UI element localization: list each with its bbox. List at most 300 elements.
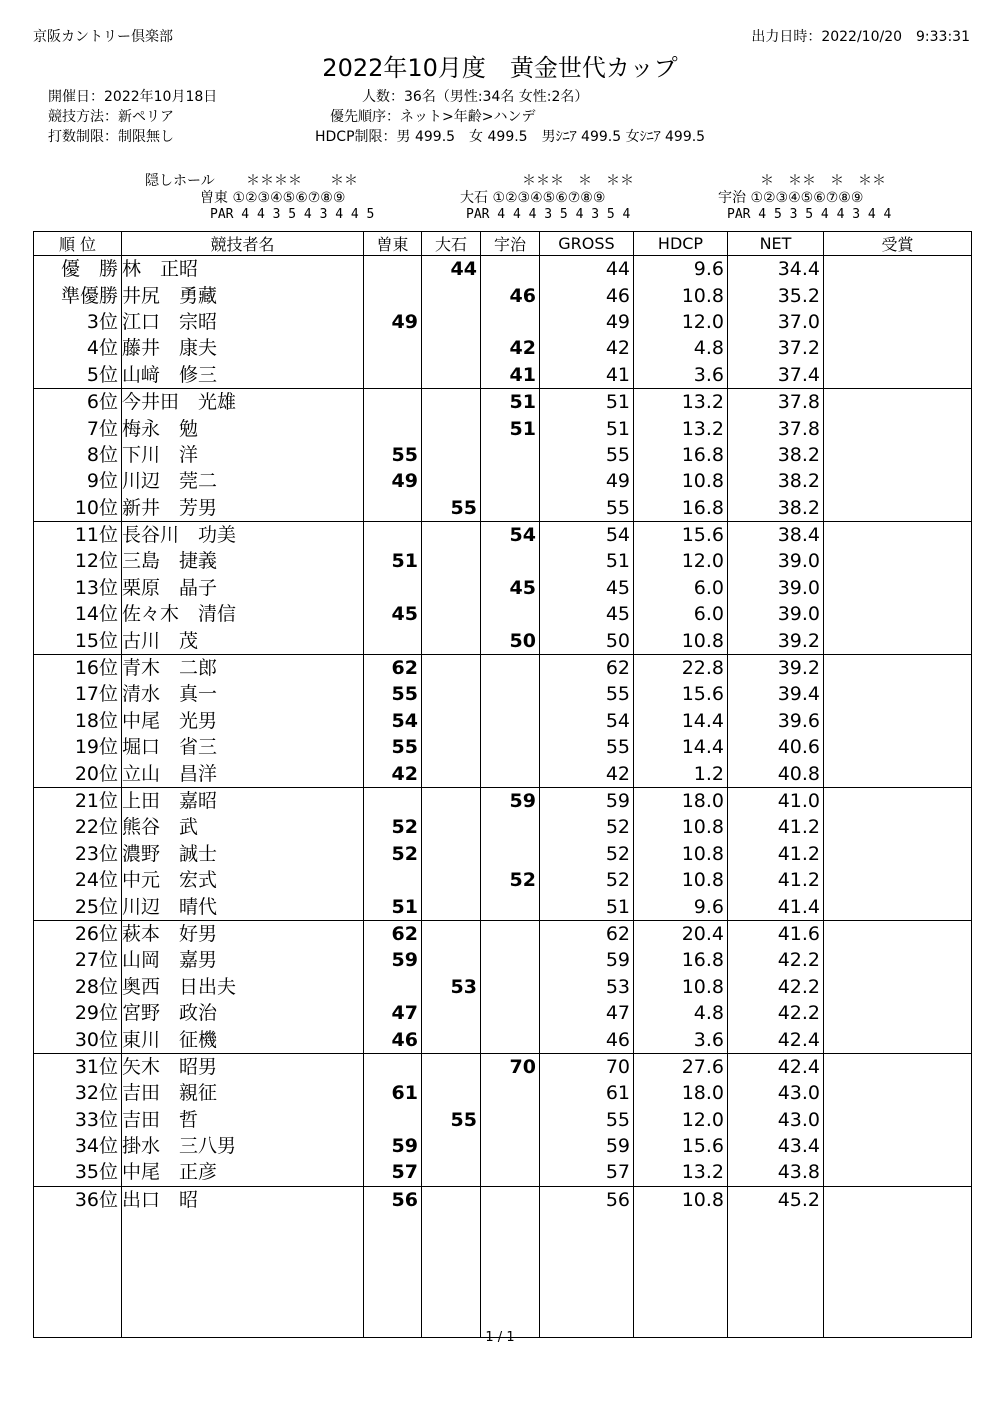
table-row — [34, 1026, 972, 1053]
course2-score — [422, 362, 481, 389]
empty-cell — [540, 1213, 634, 1338]
hidden-holes-label: 隠しホール — [145, 173, 215, 189]
rank-cell: 20位 — [34, 760, 122, 787]
net-score: 41.2 — [728, 867, 824, 893]
table-row — [34, 575, 972, 601]
award-cell — [824, 309, 972, 335]
award-cell — [824, 867, 972, 893]
course2-score — [422, 1159, 481, 1186]
net-score: 43.0 — [728, 1107, 824, 1133]
net-score: 42.4 — [728, 1053, 824, 1080]
course3-par: PAR 4 5 3 5 4 4 3 4 4 — [727, 207, 892, 222]
course1-par: PAR 4 4 3 5 4 3 4 4 5 — [210, 207, 375, 222]
award-cell — [824, 760, 972, 787]
rank-cell: 24位 — [34, 867, 122, 893]
rank-cell: 準優勝 — [34, 282, 122, 308]
hdcp-value: 18.0 — [634, 787, 728, 814]
gross-score: 55 — [540, 495, 634, 522]
table-row — [34, 947, 972, 973]
award-cell — [824, 787, 972, 814]
course1-score: 62 — [364, 920, 422, 947]
net-score: 39.0 — [728, 601, 824, 627]
course1-score — [364, 335, 422, 361]
net-score: 38.2 — [728, 495, 824, 522]
award-cell — [824, 1080, 972, 1106]
net-score: 42.4 — [728, 1026, 824, 1053]
net-score: 37.2 — [728, 335, 824, 361]
table-row — [34, 814, 972, 840]
net-score: 41.4 — [728, 893, 824, 920]
rank-cell: 25位 — [34, 893, 122, 920]
course3-score — [481, 442, 540, 468]
course1-score — [364, 1107, 422, 1133]
course2-score — [422, 415, 481, 441]
award-cell — [824, 734, 972, 760]
course2-score — [422, 442, 481, 468]
player-name: 古川 茂 — [122, 627, 364, 654]
player-name: 新井 芳男 — [122, 495, 364, 522]
gross-score: 42 — [540, 335, 634, 361]
course1-score: 62 — [364, 654, 422, 681]
player-name: 掛水 三八男 — [122, 1133, 364, 1159]
gross-score: 52 — [540, 867, 634, 893]
course3-score: 45 — [481, 575, 540, 601]
gross-score: 70 — [540, 1053, 634, 1080]
award-cell — [824, 335, 972, 361]
course2-score: 53 — [422, 974, 481, 1000]
course3-score: 46 — [481, 282, 540, 308]
gross-score: 46 — [540, 1026, 634, 1053]
award-cell — [824, 1186, 972, 1213]
table-row — [34, 654, 972, 681]
award-cell — [824, 256, 972, 283]
player-name: 青木 二郎 — [122, 654, 364, 681]
course3-score — [481, 814, 540, 840]
table-row — [34, 893, 972, 920]
net-score: 39.0 — [728, 575, 824, 601]
course2-hidden-marks: ＊＊＊ ＊ ＊＊ — [522, 173, 634, 189]
table-row — [34, 1000, 972, 1026]
course1-holes: 曽東 ①②③④⑤⑥⑦⑧⑨ — [200, 190, 346, 206]
rank-cell: 9位 — [34, 468, 122, 494]
gross-score: 51 — [540, 415, 634, 441]
gross-score: 59 — [540, 787, 634, 814]
course1-score: 59 — [364, 947, 422, 973]
gross-score: 55 — [540, 442, 634, 468]
course2-score — [422, 760, 481, 787]
gross-score: 42 — [540, 760, 634, 787]
player-name: 上田 嘉昭 — [122, 787, 364, 814]
table-row — [34, 521, 972, 548]
hdcp-value: 12.0 — [634, 1107, 728, 1133]
empty-cell — [122, 1213, 364, 1338]
award-cell — [824, 575, 972, 601]
course1-score: 49 — [364, 468, 422, 494]
course2-score — [422, 787, 481, 814]
award-cell — [824, 1053, 972, 1080]
hdcp-value: 15.6 — [634, 521, 728, 548]
award-cell — [824, 1026, 972, 1053]
course2-score — [422, 548, 481, 574]
course2-score — [422, 1053, 481, 1080]
hdcp-value: 10.8 — [634, 841, 728, 867]
course1-score: 57 — [364, 1159, 422, 1186]
net-score: 38.2 — [728, 468, 824, 494]
course3-score — [481, 495, 540, 522]
net-score: 37.0 — [728, 309, 824, 335]
course3-score — [481, 1000, 540, 1026]
course2-score — [422, 1186, 481, 1213]
net-score: 39.4 — [728, 681, 824, 707]
hdcp-value: 16.8 — [634, 947, 728, 973]
table-row — [34, 760, 972, 787]
table-row — [34, 468, 972, 494]
award-cell — [824, 601, 972, 627]
hdcp-value: 18.0 — [634, 1080, 728, 1106]
net-score: 35.2 — [728, 282, 824, 308]
rank-cell: 7位 — [34, 415, 122, 441]
table-row — [34, 1133, 972, 1159]
rank-cell: 11位 — [34, 521, 122, 548]
net-score: 43.0 — [728, 1080, 824, 1106]
award-cell — [824, 282, 972, 308]
hdcp-value: 12.0 — [634, 309, 728, 335]
course3-score — [481, 1107, 540, 1133]
rank-cell: 27位 — [34, 947, 122, 973]
net-score: 40.8 — [728, 760, 824, 787]
gross-score: 46 — [540, 282, 634, 308]
gross-score: 57 — [540, 1159, 634, 1186]
rank-cell: 35位 — [34, 1159, 122, 1186]
rank-cell: 14位 — [34, 601, 122, 627]
course1-score: 51 — [364, 548, 422, 574]
hdcp-value: 4.8 — [634, 1000, 728, 1026]
course2-score — [422, 893, 481, 920]
net-score: 34.4 — [728, 256, 824, 283]
course3-score: 41 — [481, 362, 540, 389]
course1-score — [364, 1053, 422, 1080]
course3-score — [481, 708, 540, 734]
course3-score — [481, 841, 540, 867]
player-name: 山岡 嘉男 — [122, 947, 364, 973]
player-name: 林 正昭 — [122, 256, 364, 283]
award-cell — [824, 1107, 972, 1133]
net-score: 43.4 — [728, 1133, 824, 1159]
col-player: 競技者名 — [122, 232, 364, 256]
hdcp-value: 10.8 — [634, 867, 728, 893]
gross-score: 53 — [540, 974, 634, 1000]
course1-score — [364, 974, 422, 1000]
course2-score — [422, 947, 481, 973]
player-name: 矢木 昭男 — [122, 1053, 364, 1080]
rank-cell: 31位 — [34, 1053, 122, 1080]
rank-cell: 36位 — [34, 1186, 122, 1213]
award-cell — [824, 1159, 972, 1186]
net-score: 38.2 — [728, 442, 824, 468]
rank-cell: 32位 — [34, 1080, 122, 1106]
gross-score: 47 — [540, 1000, 634, 1026]
gross-score: 41 — [540, 362, 634, 389]
course3-score — [481, 1026, 540, 1053]
gross-score: 51 — [540, 548, 634, 574]
hdcp-value: 22.8 — [634, 654, 728, 681]
event-date: 開催日：2022年10月18日 — [48, 89, 218, 105]
hdcp-value: 4.8 — [634, 335, 728, 361]
course1-score: 55 — [364, 681, 422, 707]
award-cell — [824, 814, 972, 840]
gross-score: 51 — [540, 388, 634, 415]
col-net: NET — [728, 232, 824, 256]
course3-score — [481, 548, 540, 574]
participant-count: 人数：36名（男性:34名 女性:2名） — [362, 89, 589, 105]
course1-score: 42 — [364, 760, 422, 787]
course3-score — [481, 256, 540, 283]
course3-score: 59 — [481, 787, 540, 814]
gross-score: 61 — [540, 1080, 634, 1106]
course3-score — [481, 601, 540, 627]
award-cell — [824, 362, 972, 389]
rank-cell: 10位 — [34, 495, 122, 522]
gross-score: 50 — [540, 627, 634, 654]
player-name: 佐々木 清信 — [122, 601, 364, 627]
player-name: 熊谷 武 — [122, 814, 364, 840]
course3-score: 52 — [481, 867, 540, 893]
empty-row — [34, 1213, 972, 1338]
course1-score: 47 — [364, 1000, 422, 1026]
rank-cell: 優 勝 — [34, 256, 122, 283]
award-cell — [824, 495, 972, 522]
course3-score: 51 — [481, 415, 540, 441]
course1-score — [364, 282, 422, 308]
table-row — [34, 681, 972, 707]
gross-score: 62 — [540, 654, 634, 681]
hdcp-value: 20.4 — [634, 920, 728, 947]
competition-method: 競技方法：新ペリア — [48, 109, 174, 125]
net-score: 39.2 — [728, 654, 824, 681]
player-name: 中尾 光男 — [122, 708, 364, 734]
results-table — [33, 231, 972, 1338]
rank-cell: 26位 — [34, 920, 122, 947]
page-title: 2022年10月度 黄金世代カップ — [322, 54, 678, 82]
table-row — [34, 442, 972, 468]
rank-cell: 22位 — [34, 814, 122, 840]
rank-cell: 19位 — [34, 734, 122, 760]
course1-score — [364, 415, 422, 441]
course3-score — [481, 1159, 540, 1186]
award-cell — [824, 468, 972, 494]
course1-score: 54 — [364, 708, 422, 734]
course1-score: 51 — [364, 893, 422, 920]
net-score: 42.2 — [728, 1000, 824, 1026]
hdcp-value: 3.6 — [634, 1026, 728, 1053]
course2-score — [422, 681, 481, 707]
course2-score — [422, 521, 481, 548]
course1-score: 52 — [364, 814, 422, 840]
hdcp-value: 10.8 — [634, 627, 728, 654]
page-number: 1 / 1 — [485, 1330, 515, 1345]
player-name: 宮野 政治 — [122, 1000, 364, 1026]
hdcp-value: 10.8 — [634, 814, 728, 840]
gross-score: 55 — [540, 1107, 634, 1133]
course1-score: 55 — [364, 442, 422, 468]
empty-cell — [34, 1213, 122, 1338]
hdcp-value: 12.0 — [634, 548, 728, 574]
rank-cell: 15位 — [34, 627, 122, 654]
player-name: 濃野 誠士 — [122, 841, 364, 867]
course1-score: 52 — [364, 841, 422, 867]
table-row — [34, 309, 972, 335]
player-name: 井尻 勇藏 — [122, 282, 364, 308]
net-score: 41.6 — [728, 920, 824, 947]
player-name: 今井田 光雄 — [122, 388, 364, 415]
award-cell — [824, 893, 972, 920]
course2-score — [422, 309, 481, 335]
course2-score — [422, 1026, 481, 1053]
hdcp-value: 14.4 — [634, 708, 728, 734]
table-row — [34, 1159, 972, 1186]
course3-score — [481, 893, 540, 920]
table-row — [34, 362, 972, 389]
net-score: 43.8 — [728, 1159, 824, 1186]
hdcp-value: 1.2 — [634, 760, 728, 787]
table-row — [34, 1080, 972, 1106]
gross-score: 54 — [540, 708, 634, 734]
col-award: 受賞 — [824, 232, 972, 256]
player-name: 梅永 勉 — [122, 415, 364, 441]
hdcp-value: 9.6 — [634, 893, 728, 920]
empty-cell — [728, 1213, 824, 1338]
course2-score — [422, 282, 481, 308]
course3-score: 42 — [481, 335, 540, 361]
club-name: 京阪カントリー倶楽部 — [33, 29, 173, 45]
gross-score: 52 — [540, 814, 634, 840]
gross-score: 55 — [540, 734, 634, 760]
course2-score: 55 — [422, 495, 481, 522]
gross-score: 54 — [540, 521, 634, 548]
table-row — [34, 841, 972, 867]
hdcp-value: 10.8 — [634, 1186, 728, 1213]
course2-score — [422, 654, 481, 681]
table-row — [34, 282, 972, 308]
empty-cell — [364, 1213, 422, 1338]
course3-score — [481, 947, 540, 973]
course2-score — [422, 1000, 481, 1026]
player-name: 萩本 好男 — [122, 920, 364, 947]
award-cell — [824, 548, 972, 574]
course2-score — [422, 388, 481, 415]
net-score: 41.2 — [728, 814, 824, 840]
net-score: 42.2 — [728, 947, 824, 973]
gross-score: 52 — [540, 841, 634, 867]
course3-score — [481, 1133, 540, 1159]
table-row — [34, 1186, 972, 1213]
award-cell — [824, 974, 972, 1000]
table-row — [34, 388, 972, 415]
table-row — [34, 548, 972, 574]
rank-cell: 21位 — [34, 787, 122, 814]
course1-score — [364, 867, 422, 893]
course2-par: PAR 4 4 4 3 5 4 3 5 4 — [466, 207, 631, 222]
course1-score — [364, 495, 422, 522]
course3-holes: 宇治 ①②③④⑤⑥⑦⑧⑨ — [718, 190, 864, 206]
rank-cell: 18位 — [34, 708, 122, 734]
rank-cell: 30位 — [34, 1026, 122, 1053]
player-name: 江口 宗昭 — [122, 309, 364, 335]
hdcp-value: 15.6 — [634, 681, 728, 707]
course2-score: 55 — [422, 1107, 481, 1133]
rank-cell: 23位 — [34, 841, 122, 867]
award-cell — [824, 841, 972, 867]
rank-cell: 3位 — [34, 309, 122, 335]
hdcp-limit: HDCP制限：男 499.5 女 499.5 男ｼﾆｱ 499.5 女ｼﾆｱ 499.5 — [315, 129, 706, 145]
gross-score: 49 — [540, 309, 634, 335]
hdcp-value: 6.0 — [634, 575, 728, 601]
course2-score — [422, 601, 481, 627]
net-score: 37.4 — [728, 362, 824, 389]
hdcp-value: 10.8 — [634, 282, 728, 308]
table-row — [34, 1107, 972, 1133]
course3-score — [481, 654, 540, 681]
hdcp-value: 14.4 — [634, 734, 728, 760]
player-name: 川辺 晴代 — [122, 893, 364, 920]
player-name: 東川 征機 — [122, 1026, 364, 1053]
table-row — [34, 974, 972, 1000]
player-name: 中尾 正彦 — [122, 1159, 364, 1186]
course3-score — [481, 468, 540, 494]
course1-score: 49 — [364, 309, 422, 335]
table-row — [34, 1053, 972, 1080]
table-row — [34, 601, 972, 627]
award-cell — [824, 1000, 972, 1026]
gross-score: 44 — [540, 256, 634, 283]
hdcp-value: 13.2 — [634, 1159, 728, 1186]
award-cell — [824, 947, 972, 973]
gross-score: 59 — [540, 947, 634, 973]
table-row — [34, 415, 972, 441]
gross-score: 56 — [540, 1186, 634, 1213]
player-name: 栗原 晶子 — [122, 575, 364, 601]
player-name: 川辺 莞二 — [122, 468, 364, 494]
net-score: 37.8 — [728, 388, 824, 415]
course1-score: 61 — [364, 1080, 422, 1106]
award-cell — [824, 1133, 972, 1159]
rank-cell: 16位 — [34, 654, 122, 681]
award-cell — [824, 388, 972, 415]
course1-score: 45 — [364, 601, 422, 627]
player-name: 奥西 日出夫 — [122, 974, 364, 1000]
player-name: 藤井 康夫 — [122, 335, 364, 361]
player-name: 三島 捷義 — [122, 548, 364, 574]
rank-cell: 28位 — [34, 974, 122, 1000]
gross-score: 59 — [540, 1133, 634, 1159]
hdcp-value: 3.6 — [634, 362, 728, 389]
rank-cell: 8位 — [34, 442, 122, 468]
course1-score — [364, 627, 422, 654]
rank-cell: 4位 — [34, 335, 122, 361]
gross-score: 45 — [540, 575, 634, 601]
hdcp-value: 15.6 — [634, 1133, 728, 1159]
award-cell — [824, 708, 972, 734]
hdcp-value: 10.8 — [634, 974, 728, 1000]
net-score: 39.2 — [728, 627, 824, 654]
course1-score — [364, 521, 422, 548]
rank-cell: 34位 — [34, 1133, 122, 1159]
course1-score — [364, 787, 422, 814]
hdcp-value: 13.2 — [634, 388, 728, 415]
course3-score: 70 — [481, 1053, 540, 1080]
rank-cell: 13位 — [34, 575, 122, 601]
course1-score: 59 — [364, 1133, 422, 1159]
